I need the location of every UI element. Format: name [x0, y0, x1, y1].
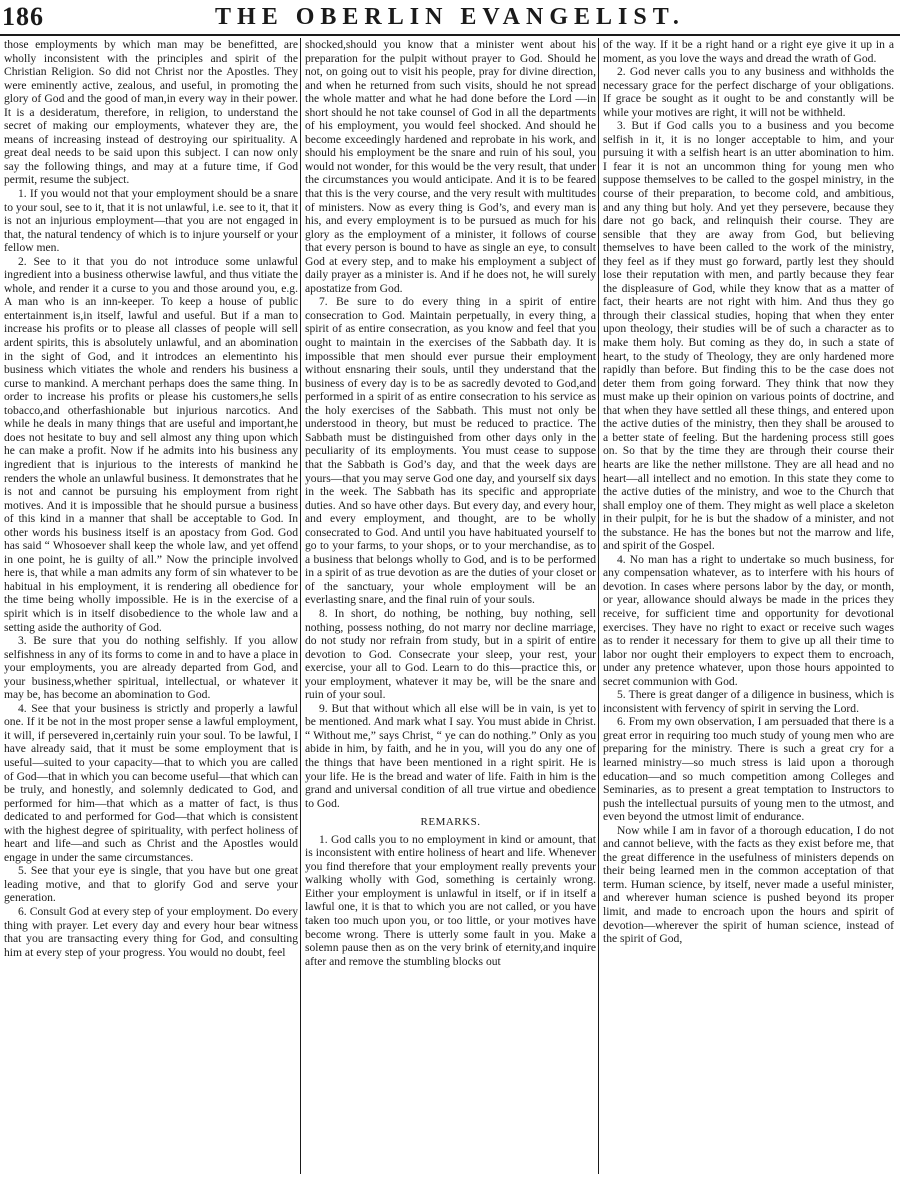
paragraph: those employments by which man may be benefitted, are wholly inconsistent with the principles and spirit of the Christian Religion. So did not Christ nor the Apostles. They were eminently active, zealous, and useful, in promoting the glory of God and the good of man,in every way in their power. It is a desideratum, therefore, in religion, to understand the secret of making our employments, whatever they are, the means of increasing instead of destroying our spirituality. A great deal needs to be said upon this subject. I can now only say the following things, and may at a future time, if God permit, resume the subject. [4, 38, 298, 187]
paragraph: 3. But if God calls you to a business and you become selfish in it, it is no longer acceptable to him, and your pursuing it with a selfish heart is an utter abomination to him. I fear it is not an uncommon thing for young men who suppose themselves to be called to the gospel ministry, in the course of their preparation, to become cold, and ambitious, and any thing but holy. And yet they persevere, because they dare not go back, and relinquish their course. They are sensible that they are away from God, but believing themselves to have been called to the work of the ministry, they feel as if they must go forward, partly lest they should lose their reputation with men, and partly because they fear the displeasure of God, while they know that as a matter of fact, their hearts are not right with him. And thus they go through their classical studies, hoping that when they enter upon theology, their studies will be of such a character as to make them holy. But coming as they do, in such a state of heart, to the study of Theology, they are only hardened more rapidly than before. But finding this to be the case does not deter them from going forward. They think that now they must make up their opinion on various points of doctrine, and that when they have settled all these things, and entered upon the active duties of the ministry, then they shall be aroused to a better state of feeling. But the hardening process still goes on. So that by the time they are through their course their hearts are like the nether millstone. They are all head and no heart—all intellect and no emotion. In this state they come to the active duties of the ministry, and woe to the Church that shall employ one of them. They might as well place a skeleton in their pulpit, for he is but the shadow of a minister, and not the substance. He has the bones but not the marrow and life, and spirit of the Gospel. [603, 119, 894, 553]
paragraph: 3. Be sure that you do nothing selfishly. If you allow selfishness in any of its forms to come in and to have a place in your employments, you are already departed from God, and your business,whether spiritual, intellectual, or whatever it may be, has become an abomination to God. [4, 634, 298, 702]
paragraph: 5. See that your eye is single, that you have but one great leading motive, and that to glorify God and serve your generation. [4, 864, 298, 905]
paragraph: shocked,should you know that a minister went about his preparation for the pulpit without prayer to God. Should he not, on going out to visit his people, pray for divine direction, and when he returned from such visits, should he not spread the whole matter and what he had done before the Lord —in short should he not take counsel of God in all the departments of his employment, you would feel shocked. And should he become exceedingly hardened and reprobate in his work, and should his employment be the snare and ruin of his soul, you would not wonder, for this would be the very result, that under the circumstances you would anticipate. And it is to be feared that this is the very course, and the very result with multitudes of ministers. Now as every thing is God’s, and every man is his, and every employment is to be pursued as much for his glory as the employment of a minister, it follows of course that every person is bound to have as single an eye, to consult God at every step, and to make his employment a subject of daily prayer as a minister is. And if he does not, he will surely apostatize from God. [305, 38, 596, 295]
column-2 [300, 38, 598, 1174]
paragraph: 5. There is great danger of a diligence in business, which is inconsistent with fervency of spirit in serving the Lord. [603, 688, 894, 715]
paragraph: 1. If you would not that your employment should be a snare to your soul, see to it, that it is not unlawful, i.e. see to it, that it is not an injurious employment—that you are not engaged in that, the natural tendency of which is to injure yourself or your fellow men. [4, 187, 298, 255]
paragraph: 4. See that your business is strictly and properly a lawful one. If it be not in the most proper sense a lawful employment, it will, if persevered in,certainly ruin your soul. To be lawful, I have already said, that it must be some employment that is useful—suited to your capacity—that to which you are called of God—that in which you can become useful—that which can be truly, and honestly, and solemnly dedicated to God, and performed for him—that which as a matter of fact, is thus dedicated to and performed for God—that which is consistent with the highest degree of spirituality, with perfect holiness of heart and life—and such as Christ and the Apostles would engage in under the same circumstances. [4, 701, 298, 864]
text-columns [2, 38, 898, 1174]
page-number: 186 [2, 2, 44, 31]
paragraph: 6. Consult God at every step of your employment. Do every thing with prayer. Let every day and every hour bear witness that you are transacting every thing for God, and consulting him at every step of your progress. You would no doubt, feel [4, 905, 298, 959]
paragraph: 2. God never calls you to any business and withholds the necessary grace for the perfect discharge of your obligations. If grace be sought as it ought to be and constantly will be while your motives are right, it will not be withheld. [603, 65, 894, 119]
paragraph: Now while I am in favor of a thorough education, I do not and cannot believe, with the facts as they exist before me, that the great difference in the usefulness of ministers depends on their being learned men in the common acceptation of that term. Human science, by itself, never made a useful minister, and wherever human science is pushed beyond its proper limit, and made to encroach upon the hours and spirit of devotion—wherever the spirit of human science, instead of the spirit of God, [603, 823, 894, 946]
remarks-heading: REMARKS. [420, 816, 481, 829]
page-header [0, 0, 900, 36]
column-1 [2, 38, 300, 1174]
paragraph: of the way. If it be a right hand or a right eye give it up in a moment, as you love the ways and dread the wrath of God. [603, 38, 894, 65]
paragraph: 2. See to it that you do not introduce some unlawful ingredient into a business otherwise lawful, and thus vitiate the whole, and render it a curse to you and those around you, e.g. A man who is an inn-keeper. To keep a house of public entertainment is,in itself, lawful and useful. But if a man to increase his profits or to please all classes of people will sell ardent spirits, this is absolutely unlawful, and an abomination in the sight of God, and it introdces an elementinto his business which vitiates the whole and renders his business a curse to mankind. A merchant perhaps does the same thing. In order to increase his profits or please his customers,he sells tobacco,and otherfashionable but injurious narcotics. And while he deals in many things that are useful and important,he does not hesitate to buy and sell almost any thing upon which he can make a profit. Now if he admits into his business any ingredient that is injurious to the interests of mankind he renders the whole an unlawful business. It demonstrates that he is not and cannot be pursuing his employment from right motives. And it is impossible that he should pursue a business of this kind in a manner that shall be acceptable to God. In other words his business itself is an apostacy from God. God has said “ Whosoever shall keep the whole law, and yet offend in one point, he is guilty of all.” Now the principle involved here is, that while a man admits any form of sin whatever to be habitual in his employment, it is rendering all obedience for the time being wholly impossible. He is in the exercise of a spirit which is in itself disobedience to the whole law and a setting aside the authority of God. [4, 254, 298, 634]
paragraph: 6. From my own observation, I am persuaded that there is a great error in requiring too much study of young men who are preparing for the ministry. There is such a great cry for a learned ministry—so much stress is laid upon a thorough education—and so much competition among Colleges and Seminaries, as to present a great temptation to Instructors to push the intellectual pursuits of young men to the utmost, and even beyond the utmost limit of endurance. [603, 715, 894, 824]
paragraph: 4. No man has a right to undertake so much business, for any compensation whatever, as to interfere with his hours of devotion. In cases where persons labor by the day, or month, or year, allowance should always be made in the prices they receive, for sufficient time and opportunity for devotional exercises. They have no right to exact or receive such wages as to render it necessary for them to give up all their time to labor nor ought their employers to expect them to encroach, under any pretence whatever, upon those hours appointed to secret communion with God. [603, 552, 894, 688]
column-3 [598, 38, 896, 1174]
paragraph: 7. Be sure to do every thing in a spirit of entire consecration to God. Maintain perpetually, in every thing, a spirit of as entire consecration, as you know and feel that you ought to maintain in the exercises of the Sabbath day. It is impossible that men should ever pursue their employment without ensnaring their souls, until they understand that the business of every day is to be as sacredly devoted to God,and performed in a spirit of as entire consecration to his service as the holy exercises of the Sabbath. This must not only be understood in theory, but must be reduced to practice. The Sabbath must be distinguished from other days only in the peculiarity of its employments. You must cease to suppose that the Sabbath is God’s day, and that the week days are yours—that you may serve God one day, and yourself six days in the week. The Sabbath has its specific and appropriate duties. And so have other days. But every day, and every hour, and every employment, and thought, are to be wholly consecrated to God. And until you have habituated yourself to go to your farms, to your shops, or to your merchandise, as to a business that belongs wholly to God, and is to be performed in a spirit of as true devotion as are the duties of your closet or of the sanctuary, your whole employment will be an everlasting snare, and the final ruin of your souls. [305, 295, 596, 607]
paragraph: 1. God calls you to no employment in kind or amount, that is inconsistent with entire holiness of heart and life. Whenever you find therefore that your employment really prevents your walking wholly with God, something is certainly wrong. Either your employment is unlawful in itself, or if in itself a lawful one, it is that to which you are not called, or you have taken too much upon you, or too little, or your motives have become wrong. There is utterly some fault in you. Make a solemn pause then as on the very brink of eternity,and inquire after and remove the stumbling blocks out [305, 832, 596, 968]
paragraph: 9. But that without which all else will be in vain, is yet to be mentioned. And mark what I say. You must abide in Christ. “ Without me,” says Christ, “ ye can do nothing.” Only as you abide in him, by faith, and he in you, will you do any one of the things that have been mentioned in a right spirit. He is your life. He is the bread and water of life. Faith in him is the grand and universal condition of all true virtue and obedience to God. [305, 701, 596, 810]
paragraph: 8. In short, do nothing, be nothing, buy nothing, sell nothing, possess nothing, do not marry nor decline marriage, do not study nor refrain from study, but in a spirit of entire devotion to God. Consecrate your sleep, your rest, your exercise, your all to God. Learn to do this—practice this, or your employment, whatever it may be, will be the snare and ruin of your soul. [305, 606, 596, 702]
masthead-title: THE OBERLIN EVANGELIST. [215, 4, 685, 30]
